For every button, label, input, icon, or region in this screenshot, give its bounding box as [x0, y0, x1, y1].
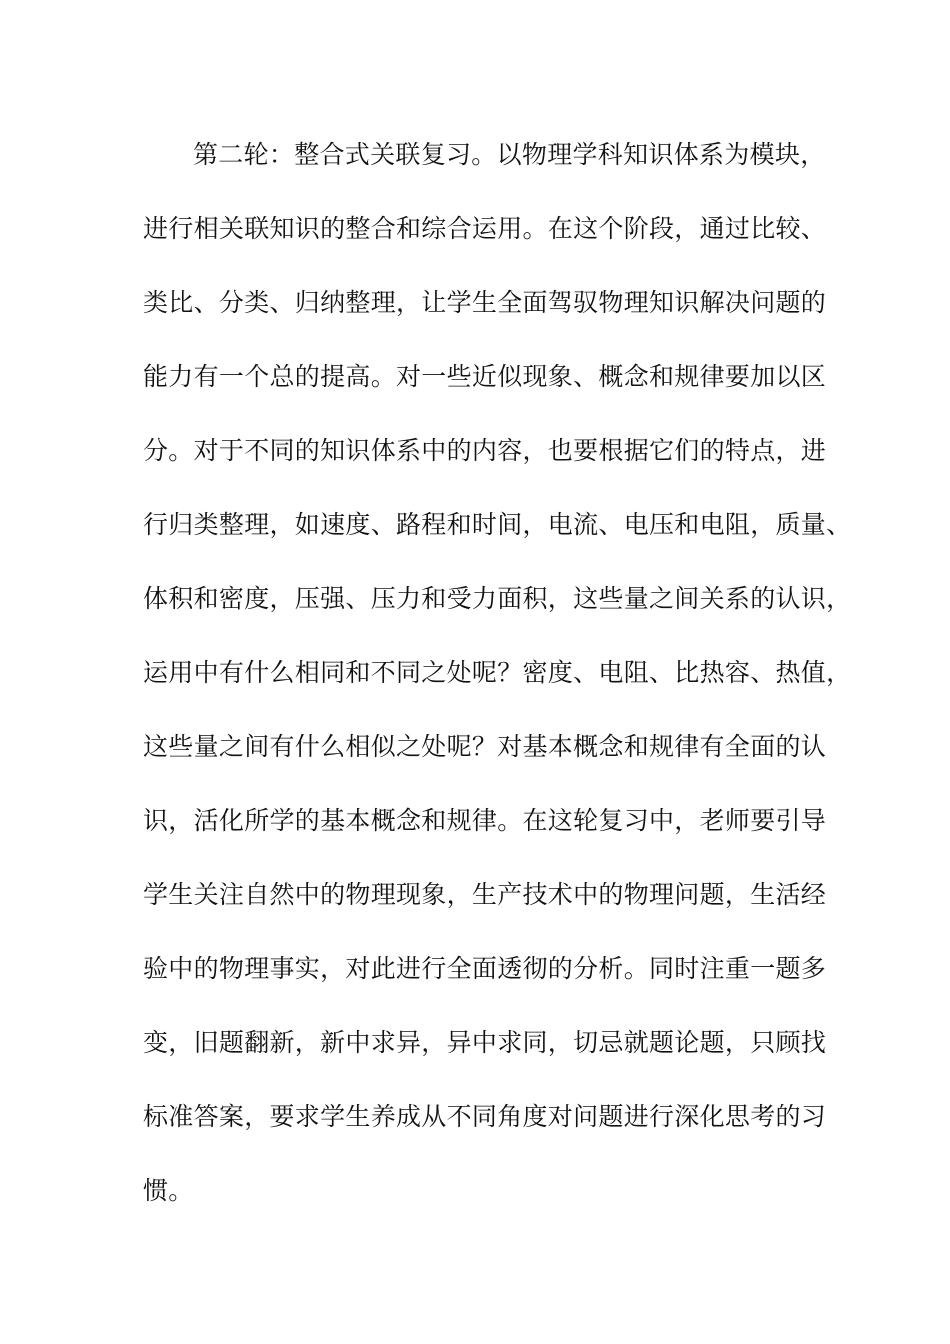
paragraph-line: 分。对于不同的知识体系中的内容，也要根据它们的特点，进 — [143, 436, 827, 465]
paragraph-line: 验中的物理事实，对此进行全面透彻的分析。同时注重一题多 — [143, 954, 827, 983]
paragraph-line: 变，旧题翻新，新中求异，异中求同，切忌就题论题，只顾找 — [143, 1028, 827, 1057]
paragraph-line: 类比、分类、归纳整理，让学生全面驾驭物理知识解决问题的 — [143, 288, 827, 317]
paragraph-line: 进行相关联知识的整合和综合运用。在这个阶段，通过比较、 — [143, 214, 827, 243]
paragraph-line: 行归类整理，如速度、路程和时间，电流、电压和电阻，质量、 — [143, 510, 852, 539]
paragraph-line: 能力有一个总的提高。对一些近似现象、概念和规律要加以区 — [143, 362, 827, 391]
paragraph-line: 学生关注自然中的物理现象，生产技术中的物理问题，生活经 — [143, 880, 827, 909]
paragraph-line: 这些量之间有什么相似之处呢？对基本概念和规律有全面的认 — [143, 732, 827, 761]
paragraph-line: 第二轮：整合式关联复习。以物理学科知识体系为模块， — [193, 140, 826, 169]
paragraph-line: 识，活化所学的基本概念和规律。在这轮复习中，老师要引导 — [143, 806, 827, 835]
paragraph-line: 惯。 — [143, 1176, 194, 1205]
paragraph-line: 运用中有什么相同和不同之处呢？密度、电阻、比热容、热值， — [143, 658, 852, 687]
paragraph — [143, 128, 852, 1238]
paragraph-line: 标准答案，要求学生养成从不同角度对问题进行深化思考的习 — [143, 1102, 827, 1131]
paragraph-line: 体积和密度，压强、压力和受力面积，这些量之间关系的认识， — [143, 584, 852, 613]
